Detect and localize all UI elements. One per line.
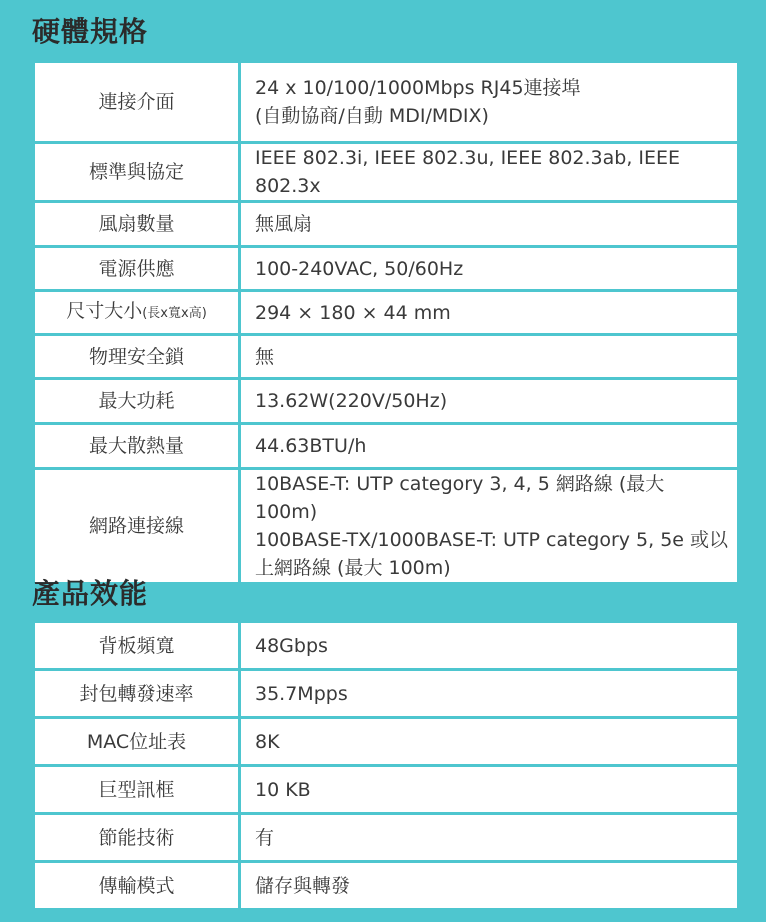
row-value [240,62,739,143]
row-value: 44.63BTU/h [240,424,739,469]
table-row [34,862,739,910]
table-row [34,670,739,718]
row-value: 儲存與轉發 [240,862,739,910]
row-value: 100-240VAC, 50/60Hz [240,247,739,291]
row-value [240,469,739,584]
value-line: (自動協商/自動 MDI/MDIX) [255,105,489,127]
row-label: 背板頻寬 [34,622,240,670]
hardware-spec-table [32,60,740,585]
row-value: 13.62W(220V/50Hz) [240,379,739,424]
row-label: MAC位址表 [34,718,240,766]
value-line: 10BASE-T: UTP category 3, 4, 5 網路線 (最大 100m) [255,473,665,523]
hardware-section-title: 硬體規格 [32,15,149,48]
row-label: 網路連接線 [34,469,240,584]
row-label: 節能技術 [34,814,240,862]
table-row [34,718,739,766]
table-row [34,247,739,291]
table-row [34,622,739,670]
table-row [34,469,739,584]
label-note: (長x寬x高) [142,306,207,321]
row-value: 294 × 180 × 44 mm [240,291,739,335]
row-label: 最大散熱量 [34,424,240,469]
table-row [34,814,739,862]
row-label: 傳輸模式 [34,862,240,910]
performance-section-title: 產品效能 [32,577,149,610]
value-line: 24 x 10/100/1000Mbps RJ45連接埠 [255,77,581,99]
table-row [34,766,739,814]
row-label: 標準與協定 [34,143,240,202]
label-text: 尺寸大小 [66,300,143,322]
row-label: 最大功耗 [34,379,240,424]
table-row [34,291,739,335]
row-value: 無風扇 [240,202,739,247]
table-row [34,335,739,379]
value-line: 上網路線 (最大 100m) [255,557,451,579]
row-label: 連接介面 [34,62,240,143]
row-value: 10 KB [240,766,739,814]
row-label [34,291,240,335]
row-label: 物理安全鎖 [34,335,240,379]
row-label: 風扇數量 [34,202,240,247]
table-row [34,143,739,202]
performance-spec-table [32,620,740,911]
row-value: 無 [240,335,739,379]
row-label: 封包轉發速率 [34,670,240,718]
row-value: IEEE 802.3i, IEEE 802.3u, IEEE 802.3ab, IEEE 802.3x [240,143,739,202]
row-label: 電源供應 [34,247,240,291]
table-row [34,424,739,469]
row-value: 8K [240,718,739,766]
table-row [34,202,739,247]
row-value: 有 [240,814,739,862]
table-row [34,379,739,424]
table-row [34,62,739,143]
value-line: 100BASE-TX/1000BASE-T: UTP category 5, 5e 或以 [255,529,729,551]
row-value: 48Gbps [240,622,739,670]
row-label: 巨型訊框 [34,766,240,814]
row-value: 35.7Mpps [240,670,739,718]
